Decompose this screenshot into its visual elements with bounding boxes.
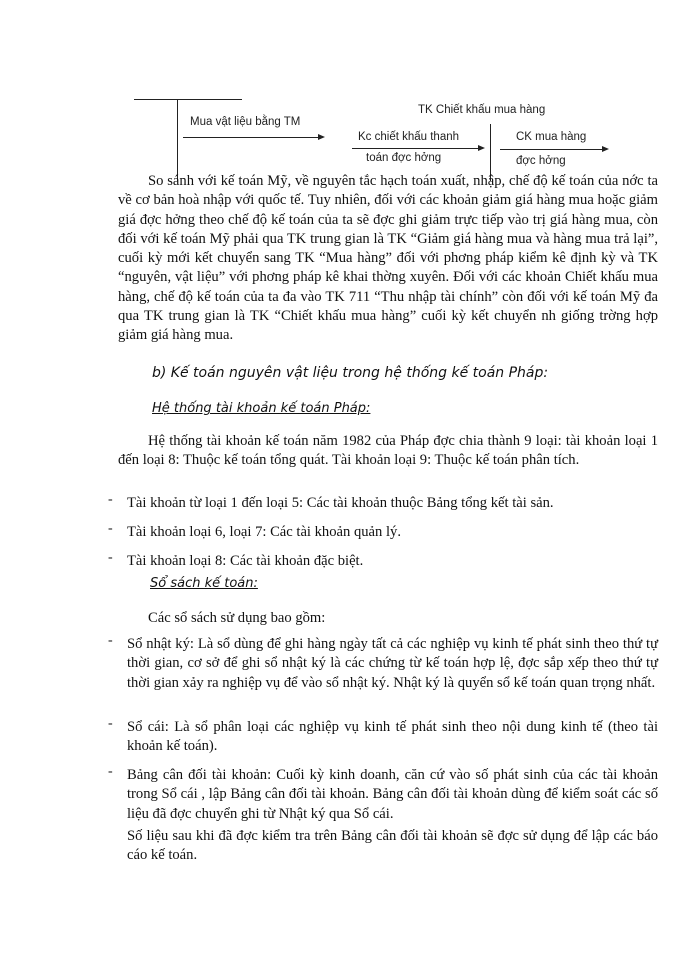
label-kc-chiet-khau: Kc chiết khấu thanh	[358, 131, 460, 143]
paragraph-final: Số liệu sau khi đã đợc kiểm tra trên Bảng cân đối tài khoản sẽ đợc sử dụng để lập các báo cáo kế toán.	[127, 828, 658, 864]
label-ck-mua-hang: CK mua hàng	[516, 131, 587, 143]
paragraph-account-system: Hệ thống tài khoản kế toán năm 1982 của Pháp đợc chia thành 9 loại: tài khoản loại 1 đến loại 8: Thuộc kế toán tổng quát. Tài khoản loại 9: Thuộc kế toán phân tích.	[118, 433, 658, 469]
bullet-item-accounts-1: Tài khoản từ loại 1 đến loại 5: Các tài khoản thuộc Bảng tổng kết tài sản.	[127, 495, 554, 511]
paragraph-comparison: So sánh với kế toán Mỹ, về nguyên tắc hạch toán xuất, nhập, chế độ kế toán của nớc ta về cơ bản hoà nhập với quốc tế. Tuy nhiên, đối với các khoản giảm giá hàng mua hoặc giảm giá đợc hởng theo chế độ kế toán của ta sẽ đợc ghi giảm trực tiếp vào trị giá hàng mua, còn đối với kế toán Mỹ phải qua TK trung gian là TK “Giảm giá hàng mua và hàng mua trả lại”, cuối kỳ mới kết chuyển sang TK “Mua hàng” đối với phơng pháp kiểm kê định kỳ và TK “nguyên, vật liệu” với phơng pháp kê khai thờng xuyên. Đối với các khoản Chiết khấu mua hàng, chế độ kế toán của ta đa vào TK 711 “Thu nhập tài chính” còn đối với kế toán Mỹ đa qua TK trung gian là TK “Chiết khấu mua hàng” cuối kỳ kết chuyển nh giống trờng hợp giảm giá hàng mua.	[118, 173, 658, 344]
bullet-dash: -	[108, 633, 113, 648]
label-mua-vat-lieu: Mua vật liệu bằng TM	[190, 116, 301, 128]
heading-account-system: Hệ thống tài khoản kế toán Pháp:	[152, 401, 371, 416]
bullet-dash: -	[108, 550, 113, 565]
arrow-head-right	[602, 146, 609, 152]
arrow-head-left	[318, 134, 325, 140]
arrow-line-left	[183, 137, 320, 138]
label-duoc-huong: đợc hởng	[516, 155, 566, 167]
bullet-item-books-2: Sổ cái: Là sổ phân loại các nghiệp vụ kinh tế phát sinh theo nội dung kinh tế (theo tài khoản kế toán).	[127, 719, 658, 755]
bullet-item-books-3: Bảng cân đối tài khoản: Cuối kỳ kinh doanh, căn cứ vào số phát sinh của các tài khoản trong Sổ cái , lập Bảng cân đối tài khoản. Bảng cân đối tài khoản dùng để kiểm soát các số liệu đã đợc chuyển ghi từ Nhật ký qua Sổ cái.	[127, 767, 658, 822]
books-intro: Các sổ sách sử dụng bao gồm:	[148, 610, 326, 626]
bullet-dash: -	[108, 716, 113, 731]
heading-section-b: b) Kế toán nguyên vật liệu trong hệ thống kế toán Pháp:	[152, 365, 549, 381]
bullet-dash: -	[108, 521, 113, 536]
t-account-top-line	[134, 99, 242, 100]
arrow-line-mid	[352, 148, 480, 149]
heading-books: Sổ sách kế toán:	[150, 576, 258, 591]
arrow-line-right	[500, 149, 604, 150]
bullet-dash: -	[108, 764, 113, 779]
arrow-head-mid	[478, 145, 485, 151]
label-tk-chiet-khau: TK Chiết khấu mua hàng	[418, 104, 546, 116]
bullet-item-accounts-2: Tài khoản loại 6, loại 7: Các tài khoản quản lý.	[127, 524, 401, 540]
t-account-vertical-line	[177, 99, 178, 181]
bullet-dash: -	[108, 492, 113, 507]
label-toan-duoc-huong: toán đợc hởng	[366, 152, 442, 164]
bullet-item-books-1: Sổ nhật ký: Là sổ dùng để ghi hàng ngày tất cả các nghiệp vụ kinh tế phát sinh theo thứ tự thời gian, cơ sở để ghi sổ nhật ký là các chứng từ kế toán hợp lệ, đợc sắp xếp theo thứ tự thời gian xảy ra nghiệp vụ để vào sổ nhật ký. Nhật ký là quyển sổ kế toán quan trọng nhất.	[127, 636, 658, 691]
bullet-item-accounts-3: Tài khoản loại 8: Các tài khoản đặc biệt.	[127, 553, 364, 569]
